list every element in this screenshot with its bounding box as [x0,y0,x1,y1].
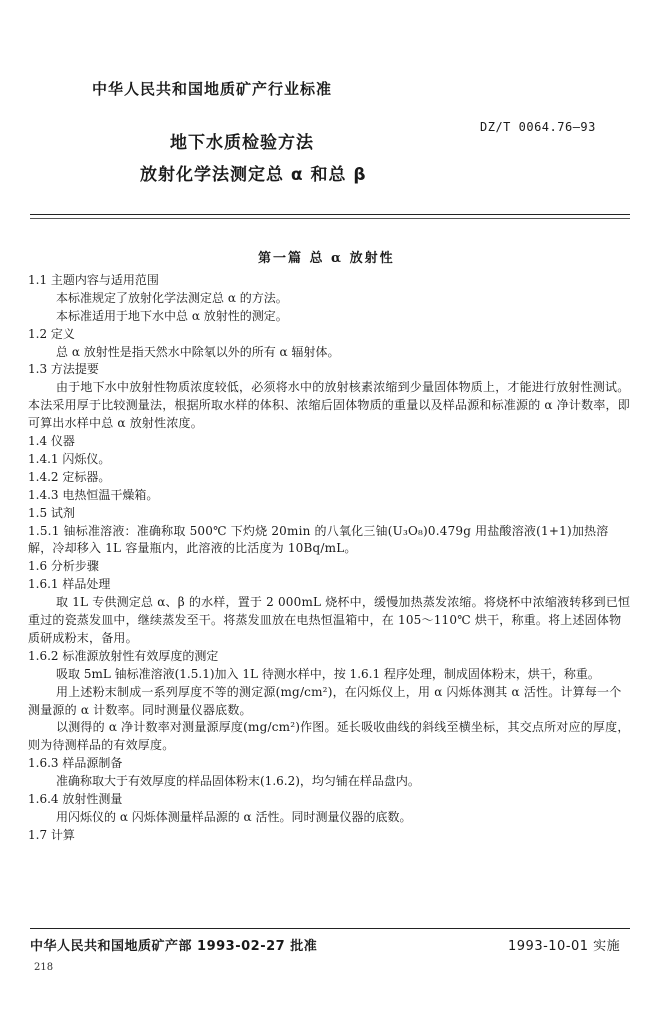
body-text [28,272,632,845]
clause-heading: 1.4 仪器 [28,434,75,449]
clause-heading: 1.6.4 放射性测量 [28,792,123,807]
section-heading: 第一篇 总 α 放射性 [258,251,395,266]
paragraph: 准确称取大于有效厚度的样品固体粉末(1.6.2)，均匀铺在样品盘内。 [56,774,420,789]
header-rule-thin [30,218,630,219]
paragraph: 总 α 放射性是指天然水中除氡以外的所有 α 辐射体。 [56,344,340,359]
clause-item: 1.5.1 铀标准溶液：准确称取 500℃ 下灼烧 20min 的八氧化三铀(U₃O₈)0.479g 用盐酸溶液(1+1)加热溶解，冷却移入 1L 容量瓶内，此溶液的比活度为 10Bq/mL。 [28,523,609,556]
clause-heading: 1.6.3 样品源制备 [28,756,123,771]
standard-type: 中华人民共和国地质矿产行业标准 [92,80,333,98]
clause-heading: 1.6.1 样品处理 [28,577,111,592]
paragraph: 用上述粉末制成一系列厚度不等的测定源(mg/cm²)，在闪烁仪上，用 α 闪烁体测其 α 活性。计算每一个测量源的 α 计数率。同时测量仪器底数。 [28,684,622,717]
paragraph: 取 1L 专供测定总 α、β 的水样，置于 2 000mL 烧杯中，缓慢加热蒸发浓缩。将烧杯中浓缩液转移到已恒重过的瓷蒸发皿中，继续蒸发至干。将蒸发皿放在电热恒温箱中，在 105～110℃ 烘干，称重。将上述固体物质研成粉末，备用。 [28,595,631,645]
paragraph: 用闪烁仪的 α 闪烁体测量样品源的 α 活性。同时测量仪器的底数。 [56,809,412,824]
clause-heading: 1.7 计算 [28,827,75,842]
paragraph: 本标准适用于地下水中总 α 放射性的测定。 [56,308,288,323]
clause-heading: 1.6.2 标准源放射性有效厚度的测定 [28,648,219,663]
clause-heading: 1.1 主题内容与适用范围 [28,273,159,287]
clause-item: 1.4.3 电热恒温干燥箱。 [28,487,159,502]
document-title-line2: 放射化学法测定总 α 和总 β [140,165,367,185]
paragraph: 由于地下水中放射性物质浓度较低，必须将水中的放射核素浓缩到少量固体物质上，才能进行放射性测试。本法采用厚于比较测量法，根据所取水样的体积、浓缩后固体物质的重量以及样品源和标准源的 α 净计数率，即可算出水样中总 α 放射性浓度。 [28,380,630,431]
document-title-line1: 地下水质检验方法 [170,133,314,153]
clause-heading: 1.6 分析步骤 [28,559,99,574]
effective-date: 1993-10-01 实施 [508,939,621,954]
paragraph: 吸取 5mL 铀标准溶液(1.5.1)加入 1L 待测水样中，按 1.6.1 程序处理，制成固体粉末，烘干，称重。 [56,666,600,681]
clause-item: 1.4.2 定标器。 [28,469,111,484]
clause-heading: 1.3 方法提要 [28,362,99,377]
paragraph: 以测得的 α 净计数率对测量源厚度(mg/cm²)作图。延长吸收曲线的斜线至横坐标，其交点所对应的厚度，则为待测样品的有效厚度。 [28,720,630,753]
standard-code: DZ/T 0064.76—93 [480,120,596,134]
footer-rule [30,928,630,929]
clause-heading: 1.2 定义 [28,326,75,341]
clause-item: 1.4.1 闪烁仪。 [28,451,111,466]
clause-heading: 1.5 试剂 [28,505,75,520]
paragraph: 本标准规定了放射化学法测定总 α 的方法。 [56,290,288,305]
approval-info: 中华人民共和国地质矿产部 1993-02-27 批准 [30,939,318,954]
header-rule [30,214,630,215]
page-number: 218 [34,962,54,973]
